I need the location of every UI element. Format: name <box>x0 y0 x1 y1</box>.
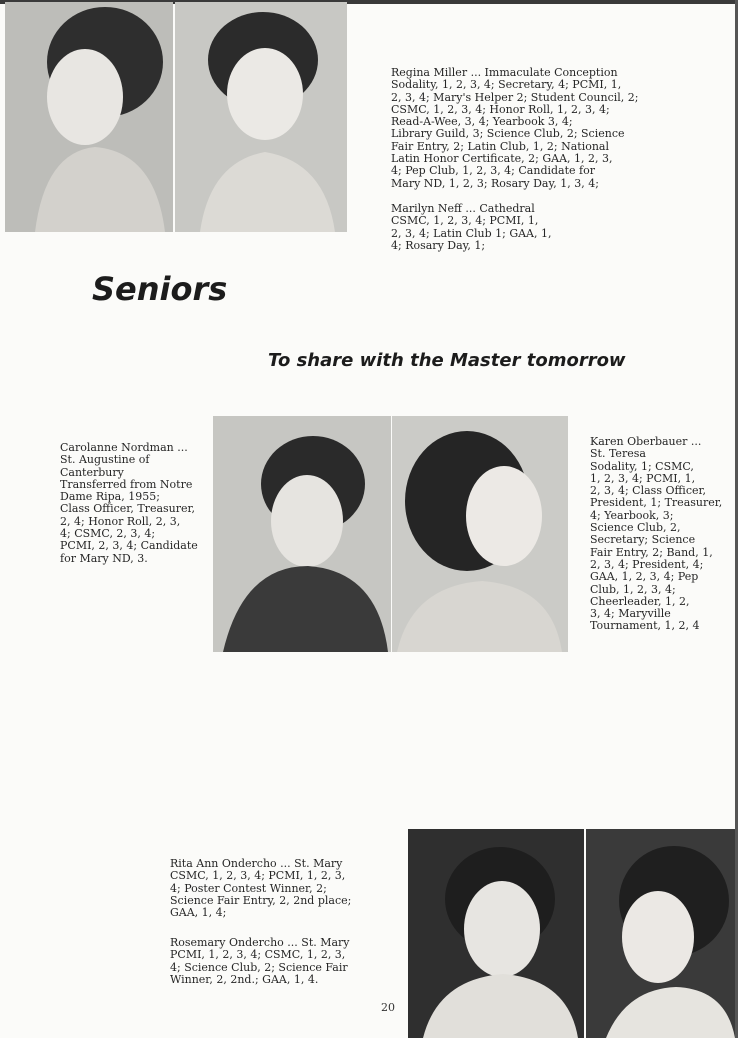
bio-karen-oberbauer: Karen Oberbauer ... St. Teresa Sodality, 1; CSMC, 1, 2, 3, 4; PCMI, 1, 2, 3, 4; Class Officer, President, 1; Treasurer, 4; Yearbook, 3; Science Club, 2, Secretary; Science Fair Entry, 2; Band, 1, 2, 3, 4; President, 4; GAA, 1, 2, 3, 4; Pep Club, 1, 2, 3, 4; Cheerleader, 1, 2, 3, 4; Maryville Tournament, 1, 2, 4 <box>590 435 723 633</box>
portrait-rosemary-ondercho <box>586 829 735 1038</box>
bio-marilyn-neff: Marilyn Neff ... Cathedral CSMC, 1, 2, 3, 4; PCMI, 1, 2, 3, 4; Latin Club 1; GAA, 1, 4; Rosary Day, 1; <box>391 202 552 252</box>
section-title: Seniors <box>92 270 228 308</box>
portrait-figure-2 <box>175 2 347 232</box>
portrait-rita-ann-ondercho <box>408 829 584 1038</box>
portrait-figure-4 <box>392 416 568 652</box>
bio-rita-ann-ondercho: Rita Ann Ondercho ... St. Mary CSMC, 1, 2, 3, 4; PCMI, 1, 2, 3, 4; Poster Contest Winner, 2; Science Fair Entry, 2, 2nd place; GAA, 1, 4; <box>170 857 352 920</box>
bio-rosemary-ondercho: Rosemary Ondercho ... St. Mary PCMI, 1, 2, 3, 4; CSMC, 1, 2, 3, 4; Science Club, 2; Science Fair Winner, 2, 2nd.; GAA, 1, 4. <box>170 936 350 986</box>
portrait-karen-oberbauer <box>392 416 568 652</box>
portrait-marilyn-neff <box>175 2 347 232</box>
portrait-figure-5 <box>408 829 584 1038</box>
portrait-carolanne-nordman <box>213 416 391 652</box>
portrait-figure-1 <box>5 2 173 232</box>
portrait-figure-6 <box>586 829 735 1038</box>
bio-carolanne-nordman: Carolanne Nordman ... St. Augustine of Canterbury Transferred from Notre Dame Ripa, 1955; Class Officer, Treasurer, 2, 4; Honor Roll, 2, 3, 4; CSMC, 2, 3, 4; PCMI, 2, 3, 4; Candidate for Mary ND, 3. <box>60 441 198 565</box>
portrait-regina-miller <box>5 2 173 232</box>
section-motto: To share with the Master tomorrow <box>268 350 626 371</box>
bio-regina-miller: Regina Miller ... Immaculate Conception Sodality, 1, 2, 3, 4; Secretary, 4; PCMI, 1, 2, 3, 4; Mary's Helper 2; Student Council, 2; CSMC, 1, 2, 3, 4; Honor Roll, 1, 2, 3, 4; Read-A-Wee, 3, 4; Yearbook 3, 4; Library Guild, 3; Science Club, 2; Science Fair Entry, 2; Latin Club, 1, 2; National Latin Honor Certificate, 2; GAA, 1, 2, 3, 4; Pep Club, 1, 2, 3, 4; Candidate for Mary ND, 1, 2, 3; Rosary Day, 1, 3, 4; <box>391 66 639 190</box>
page-number: 20 <box>381 1001 395 1014</box>
portrait-figure-3 <box>213 416 391 652</box>
